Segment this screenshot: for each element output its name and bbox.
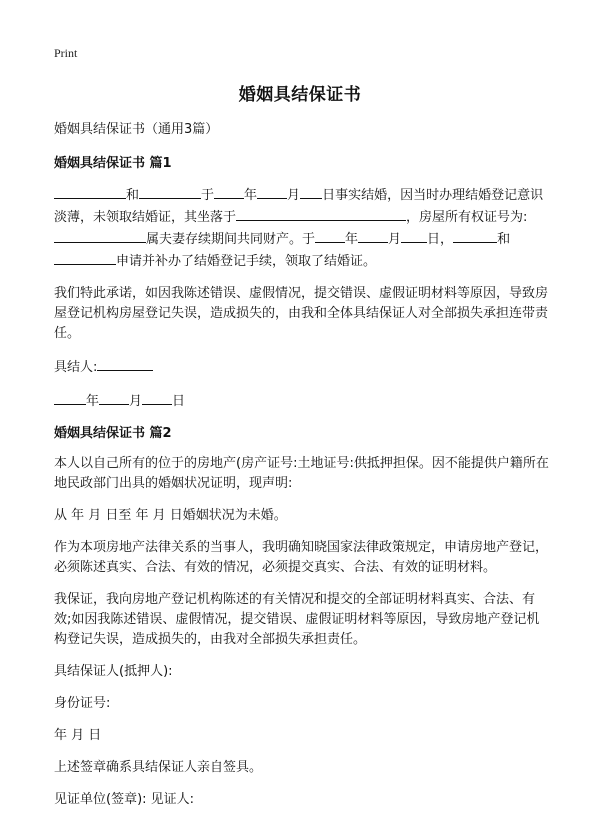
text-fragment: ，房屋所有权证号为: (406, 210, 528, 225)
section1-paragraph-1 (54, 184, 550, 272)
signer-blank[interactable] (97, 356, 153, 371)
fill-blank[interactable] (54, 228, 146, 243)
document-subtitle: 婚姻具结保证书（通用3篇） (54, 122, 219, 137)
text-fragment: 月 (287, 188, 301, 203)
text-fragment: 和 (126, 188, 140, 203)
month-label: 月 (129, 394, 143, 409)
text-fragment: 月 (388, 232, 402, 247)
text-fragment: 日， (427, 232, 454, 247)
signer-line (54, 356, 550, 378)
text-fragment: 申请并补办了结婚登记手续，领取了结婚证。 (116, 254, 377, 269)
text-fragment: 日事实结婚，因当时办理结婚登记意识淡薄，未领取结婚证，其坐落于 (54, 188, 544, 225)
print-link[interactable]: Print (54, 46, 78, 60)
section1-paragraph-2: 我们特此承诺，如因我陈述错误、虚假情况，提交错误、虚假证明材料等原因，导致房屋登记机构房屋登记失误，造成损失的，由我和全体具结保证人对全部损失承担连带责任。 (54, 286, 549, 341)
section2-paragraph-2: 从 年 月 日至 年 月 日婚姻状况为未婚。 (54, 508, 287, 523)
fill-blank[interactable] (401, 228, 427, 243)
witness-label: 见证单位(签章): 见证人: (54, 792, 195, 807)
fill-blank[interactable] (358, 228, 388, 243)
fill-blank[interactable] (300, 184, 322, 199)
signature-note: 上述签章确系具结保证人亲自签具。 (54, 760, 263, 775)
section2-date-line: 年 月 日 (54, 728, 102, 743)
guarantor-label: 具结保证人(抵押人): (54, 664, 173, 679)
section1-date-line (54, 390, 550, 412)
text-fragment: 年 (345, 232, 359, 247)
year-blank[interactable] (54, 390, 86, 405)
fill-blank[interactable] (214, 184, 244, 199)
month-blank[interactable] (99, 390, 129, 405)
signer-label: 具结人: (54, 360, 98, 375)
fill-blank[interactable] (139, 184, 201, 199)
section2-paragraph-3: 作为本项房地产法律关系的当事人，我明确知晓国家法律政策规定，申请房地产登记，必须陈述真实、合法、有效的情况，必须提交真实、合法、有效的证明材料。 (54, 540, 549, 575)
section2-paragraph-4: 我保证，我向房地产登记机构陈述的有关情况和提交的全部证明材料真实、合法、有效;如因我陈述错误、虚假情况，提交错误、虚假证明材料等原因，导致房地产登记机构登记失误，造成损失的，由我对全部损失承担责任。 (54, 592, 540, 647)
page-title: 婚姻具结保证书 (238, 85, 362, 105)
text-fragment: 年 (244, 188, 258, 203)
text-fragment: 和 (497, 232, 511, 247)
id-number-label: 身份证号: (54, 696, 111, 711)
document-body (54, 120, 550, 822)
section-heading-1: 婚姻具结保证书 篇1 (54, 156, 172, 171)
fill-blank[interactable] (54, 250, 116, 265)
text-fragment: 于 (201, 188, 215, 203)
fill-blank[interactable] (257, 184, 287, 199)
section-heading-2: 婚姻具结保证书 篇2 (54, 426, 172, 441)
text-fragment: 属夫妻存续期间共同财产。于 (146, 232, 316, 247)
fill-blank[interactable] (236, 206, 406, 221)
fill-blank[interactable] (453, 228, 497, 243)
day-label: 日 (172, 394, 186, 409)
fill-blank[interactable] (54, 184, 126, 199)
day-blank[interactable] (142, 390, 172, 405)
year-label: 年 (86, 394, 100, 409)
fill-blank[interactable] (315, 228, 345, 243)
section2-paragraph-1: 本人以自己所有的位于的房地产(房产证号:土地证号:供抵押担保。因不能提供户籍所在地民政部门出具的婚姻状况证明，现声明: (54, 456, 549, 491)
